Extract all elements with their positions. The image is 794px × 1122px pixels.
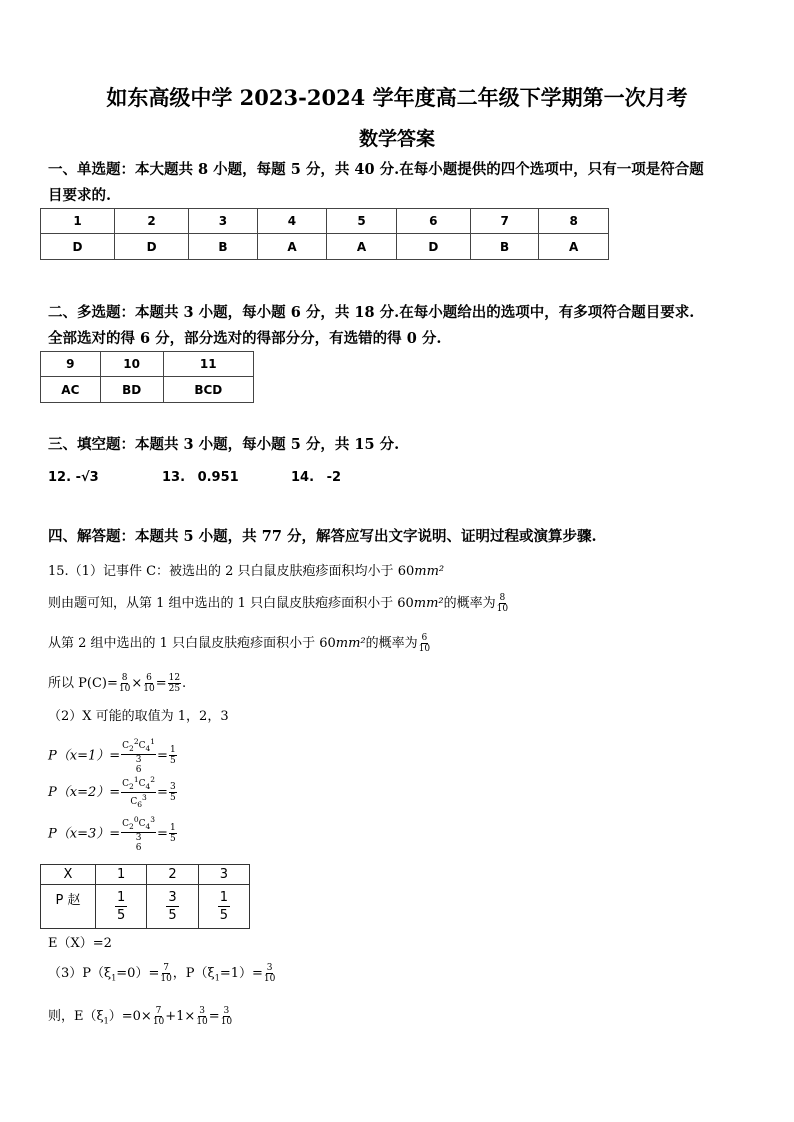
text: （3）P（ξ [48,966,112,981]
q15-part3: $(3)P(\xi_1=0)=$ $\frac{7}{10}$ ，$P(\xi_1=1)=$ $\frac{3}{10}$ [48,963,276,984]
text: =0）= [116,966,160,981]
table-cell: A [327,234,397,260]
table-cell: AC [41,377,101,403]
text: ）=0× [108,1009,152,1024]
denominator: 5 [168,908,177,923]
fraction: $\frac{1}{5}$ [169,745,176,767]
table-cell: 8 [539,209,609,234]
text: P（x=2）= [48,784,121,800]
text: 所以 P(C)= [48,676,118,691]
section4-heading: 四、解答题：本题共 5 小题，共 77 分，解答应写出文字说明、证明过程或演算步骤. [48,528,597,545]
fraction: $\frac{3}{5}$ [169,781,176,803]
table-cell: 3 [189,209,258,234]
section1-heading-line2: 目要求的. [48,187,112,204]
table-cell: D [115,234,189,260]
text: +1× [165,1009,196,1024]
single-choice-answer-table [40,208,609,260]
fraction: $\frac{3}{10}$ [196,1006,208,1027]
table-cell: 11 [163,352,253,377]
page-subtitle: 数学答案 [358,128,435,150]
fraction: $\frac{7}{10}$ [160,963,172,984]
q15-line3 [48,632,431,654]
fraction: $C_2^0C_4^3$ 3 6 [122,815,156,853]
section2-heading-line2: 全部选对的得 6 分，部分选对的得部分分，有选错的得 0 分. [48,330,442,347]
section1-heading-line1: 一、单选题：本大题共 8 小题，每题 5 分，共 40 分.在每小题提供的四个选项中，只有一项是符合题 [48,161,704,178]
denominator: 5 [219,908,228,923]
text: =1）= [219,966,263,981]
fraction: $C_2^2C_4^1$ 3 6 [122,737,156,775]
table-cell: P 赵 [41,885,96,929]
answer-value: 0.951 [197,470,239,485]
text: 15.（1）记事件 C：被选出的 2 只白鼠皮肤疱疹面积均小于 60 [48,564,415,579]
prob-x1: P（x=1）= $C_2^2C_4^1$ 3 6 = $\frac{1}{5}$ [48,737,176,775]
unit: mm² [335,636,366,651]
section3-heading: 三、填空题：本题共 3 小题，每小题 5 分，共 15 分. [48,436,400,453]
table-cell: D [396,234,470,260]
distribution-table [40,864,250,929]
unit: mm² [414,564,445,579]
table-cell: 4 [257,209,327,234]
table-cell: BD [100,377,163,403]
denominator: 5 [117,908,126,923]
q15-part2: （2）X 可能的取值为 1，2，3 [48,709,229,724]
table-cell: A [539,234,609,260]
question-number: 12. [48,470,72,485]
text: 从第 2 组中选出的 1 只白鼠皮肤疱疹面积小于 60 [48,636,336,651]
unit: mm² [413,596,444,611]
prob-x2: P（x=2）= $\frac{C_2^1C_4^2}{C_6^3}$ = $\frac{3}{5}$ [48,775,176,809]
table-cell: 1 [96,865,147,885]
fraction: $\frac{3}{10}$ [263,963,276,984]
numerator: 1 [219,890,228,905]
section2-heading-line1: 二、多选题：本题共 3 小题，每小题 6 分，共 18 分.在每小题给出的选项中，有多项符合题目要求. [48,304,695,321]
fraction: $\frac{8}{10}$ [496,593,509,614]
numerator: 1 [117,890,126,905]
table-cell: 2 [115,209,189,234]
fraction: $\frac{C_2^1C_4^2}{C_6^3}$ [122,775,156,809]
q15-line2 [48,592,509,614]
table-cell: 9 [41,352,101,377]
text: 则，E（ξ [48,1009,104,1024]
prob-x3: P（x=3）= $C_2^0C_4^3$ 3 6 = $\frac{1}{5}$ [48,815,176,853]
fraction: $\frac{6}{10}$ [418,633,431,654]
text: 的概率为 [443,596,496,611]
text: ，P（ξ [172,966,215,981]
text: 的概率为 [365,636,418,651]
fraction [166,889,178,924]
table-cell [147,885,198,929]
page-title: 如东高级中学 2023-2024 学年度高二年级下学期第一次月考 [106,85,688,110]
table-cell: B [470,234,539,260]
table-cell: 6 [396,209,470,234]
table-cell: 2 [147,865,198,885]
table-cell: 5 [327,209,397,234]
fill-in-13 [162,470,239,485]
fraction: $\frac{6}{10}$ [143,673,155,694]
fill-in-12 [48,470,99,485]
fraction: $\frac{8}{10}$ [118,673,131,694]
fraction: $\frac{1}{5}$ [169,823,176,845]
table-cell: B [189,234,258,260]
table-cell: A [257,234,327,260]
text: P（x=3）= [48,826,121,842]
answer-value: -√3 [75,470,99,485]
text: P（x=1）= [48,748,121,764]
multi-choice-answer-table [40,351,254,403]
table-cell: D [41,234,115,260]
fraction: $\frac{12}{25}$ [168,673,181,694]
table-cell [96,885,147,929]
q15-line4: 所以 P(C)= $\frac{8}{10}$ × $\frac{6}{10}$ = $\frac{12}{25}$ . [48,673,187,694]
fraction: $\frac{7}{10}$ [152,1006,165,1027]
table-cell [198,885,249,929]
table-cell: 3 [198,865,249,885]
answer-value: -2 [326,470,342,485]
fraction [115,889,127,924]
table-cell: 7 [470,209,539,234]
table-cell: BCD [163,377,253,403]
table-cell: 10 [100,352,163,377]
text: = [208,1009,220,1024]
fraction: $\frac{3}{10}$ [220,1006,233,1027]
numerator: 3 [168,890,177,905]
expectation: E（X）=2 [48,936,112,951]
text: 则由题可知，从第 1 组中选出的 1 只白鼠皮肤疱疹面积小于 60 [48,596,414,611]
q15-final: 则，$E(\xi_1)=0\times$ $\frac{7}{10}$ +1× $\frac{3}{10}$ = $\frac{3}{10}$ [48,1006,233,1027]
fraction [218,889,230,924]
q15-line1 [48,560,444,579]
question-number: 14. [291,470,315,485]
question-number: 13. [162,470,186,485]
table-cell: 1 [41,209,115,234]
fill-in-14 [291,470,341,485]
table-cell: X [41,865,96,885]
